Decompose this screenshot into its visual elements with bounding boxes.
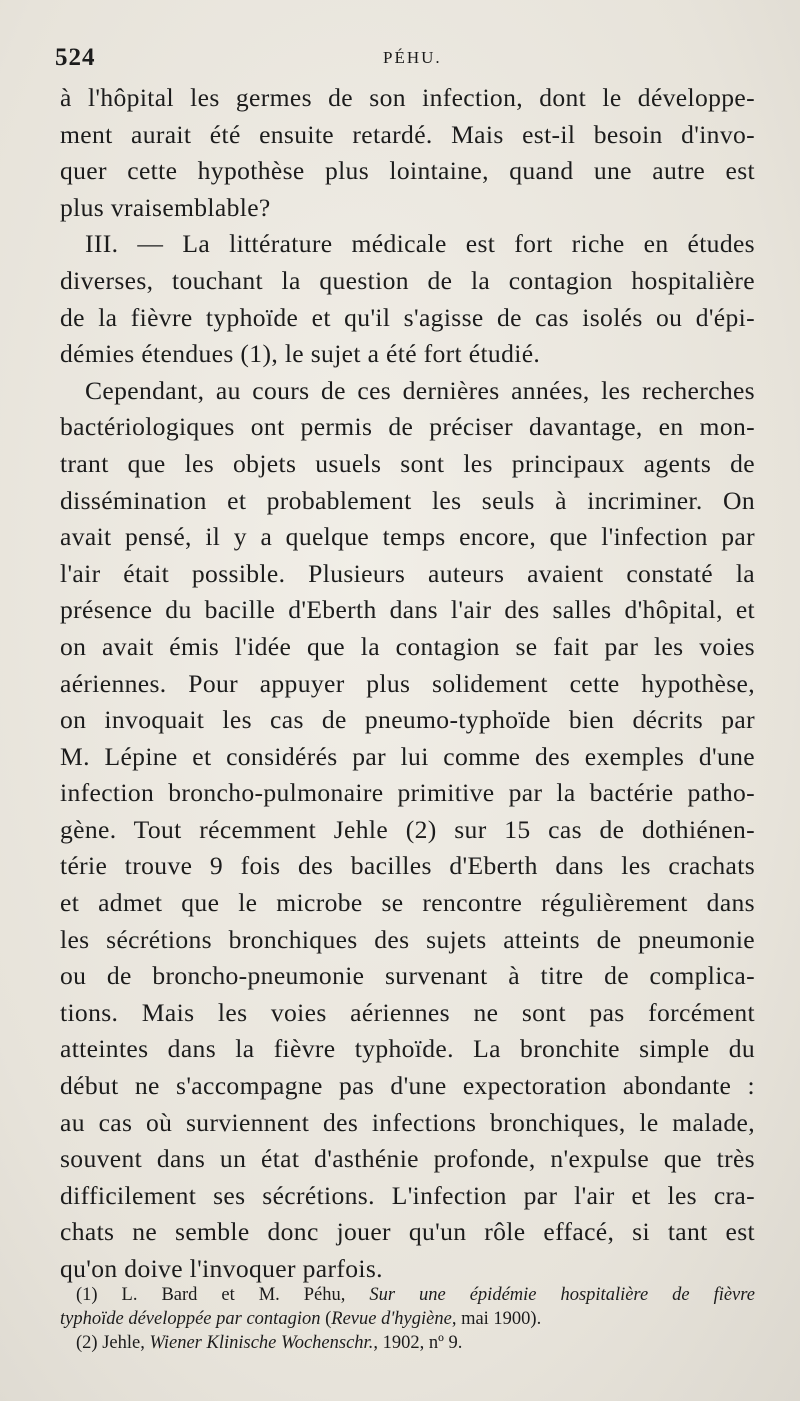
footnote-1-authors: (1) L. Bard et M. Péhu,: [76, 1285, 370, 1305]
text-line: gène. Tout récemment Jehle (2) sur 15 cas de dothiénen-: [60, 814, 755, 844]
text-line: atteintes dans la fièvre typhoïde. La bronchite simple du: [60, 1034, 755, 1064]
text-line: diverses, touchant la question de la contagion hospitalière: [60, 265, 755, 295]
text-line: tions. Mais les voies aériennes ne sont pas forcément: [60, 997, 755, 1027]
footnote-1: [60, 1283, 755, 1307]
running-head: PÉHU.: [383, 48, 442, 67]
footnote-1-date: , mai 1900).: [451, 1309, 542, 1329]
text-line: trant que les objets usuels sont les principaux agents de: [60, 448, 755, 478]
footnote-1-continued: [60, 1307, 755, 1331]
text-line: souvent dans un état d'asthénie profonde, n'expulse que très: [60, 1144, 755, 1174]
text-line: démies étendues (1), le sujet a été fort étudié.: [60, 339, 541, 369]
text-line: ment aurait été ensuite retardé. Mais est-il besoin d'invo-: [60, 119, 755, 149]
text-line: avait pensé, il y a quelque temps encore, que l'infection par: [60, 522, 755, 552]
paragraph-start-line: Cependant, au cours de ces dernières années, les recherches: [85, 375, 755, 405]
text-line: dissémination et probablement les seuls à incriminer. On: [60, 485, 755, 515]
footnote-1-title-cont: typhoïde développée par contagion: [60, 1309, 321, 1329]
text-line: de la fièvre typhoïde et qu'il s'agisse de cas isolés ou d'épi-: [60, 302, 755, 332]
footnote-1-title: Sur une épidémie hospitalière de fièvre: [369, 1285, 755, 1305]
text-line: ou de broncho-pneumonie survenant à titre de complica-: [60, 961, 755, 991]
text-line: début ne s'accompagne pas d'une expectoration abondante :: [60, 1071, 755, 1101]
text-line: à l'hôpital les germes de son infection, dont le développe-: [60, 83, 755, 112]
text-line: présence du bacille d'Eberth dans l'air des salles d'hôpital, et: [60, 595, 755, 625]
text-line: térie trouve 9 fois des bacilles d'Eberth dans les crachats: [60, 851, 755, 881]
footnote-1-paren: (: [320, 1309, 332, 1329]
text-line: aériennes. Pour appuyer plus solidement cette hypothèse,: [60, 668, 755, 698]
text-line: quer cette hypothèse plus lointaine, quand une autre est: [60, 156, 755, 186]
text-line: l'air était possible. Plusieurs auteurs avaient constaté la: [60, 558, 755, 588]
footnote-1-journal: Revue d'hygiène: [331, 1309, 452, 1329]
page-number: 524: [55, 44, 96, 71]
text-line: bactériologiques ont permis de préciser davantage, en mon-: [60, 412, 755, 442]
footnote-2-date: , 1902, nº 9.: [373, 1333, 463, 1353]
footnote-2: [60, 1331, 755, 1355]
text-line: on avait émis l'idée que la contagion se fait par les voies: [60, 631, 755, 661]
text-line: qu'on doive l'invoquer parfois.: [60, 1254, 383, 1283]
footnotes: [60, 1283, 755, 1355]
footnote-2-author: (2) Jehle,: [76, 1333, 150, 1353]
text-line: M. Lépine et considérés par lui comme des exemples d'une: [60, 741, 755, 771]
page-header: [55, 44, 760, 76]
body-text: [60, 80, 755, 1288]
text-line: chats ne semble donc jouer qu'un rôle effacé, si tant est: [60, 1217, 755, 1247]
text-line: on invoquait les cas de pneumo-typhoïde bien décrits par: [60, 705, 755, 735]
text-line: et admet que le microbe se rencontre régulièrement dans: [60, 888, 755, 918]
text-line: plus vraisemblable?: [60, 192, 271, 222]
text-line: au cas où surviennent des infections bronchiques, le malade,: [60, 1107, 755, 1137]
section-heading-line: III. — La littérature médicale est fort riche en études: [85, 229, 755, 259]
text-line: difficilement ses sécrétions. L'infection par l'air et les cra-: [60, 1180, 755, 1210]
text-line: infection broncho-pulmonaire primitive par la bactérie patho-: [60, 778, 755, 808]
text-line: les sécrétions bronchiques des sujets atteints de pneumonie: [60, 924, 755, 954]
footnote-2-journal: Wiener Klinische Wochenschr.: [149, 1333, 374, 1353]
